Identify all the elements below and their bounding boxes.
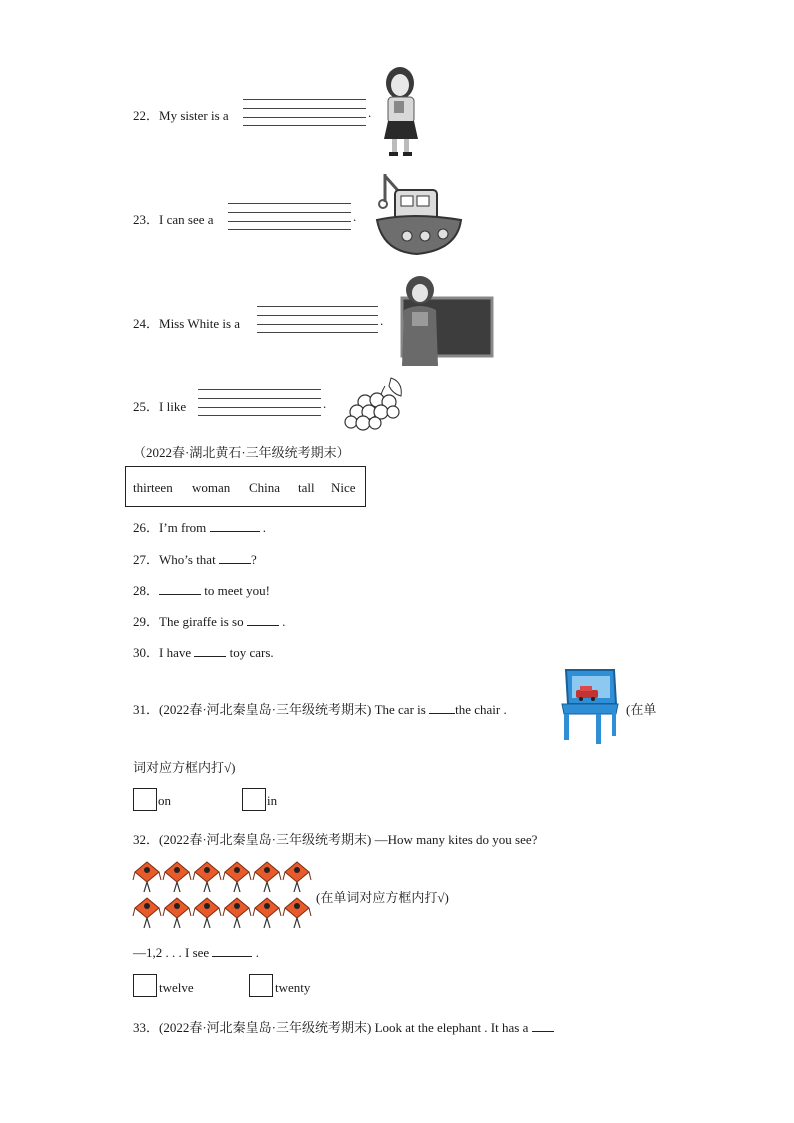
kites-image <box>133 860 313 928</box>
kite-icon <box>283 862 311 892</box>
q25-number: 25． <box>133 399 160 414</box>
q22-writing-line-3[interactable] <box>243 117 366 118</box>
q33-blank[interactable] <box>532 1019 554 1032</box>
q24-writing-line-2[interactable] <box>257 315 378 316</box>
kite-icon <box>163 898 191 928</box>
q24-text: Miss White is a <box>159 316 241 331</box>
kite-icon <box>163 862 191 892</box>
q32-answer-line <box>133 944 259 961</box>
q24-writing-line-3[interactable] <box>257 324 378 325</box>
word-bank <box>125 466 366 507</box>
q24-writing-line-1[interactable] <box>257 306 378 307</box>
q31-instruction-part2: 词对应方框内打√) <box>133 760 236 775</box>
q27-blank[interactable] <box>219 551 251 564</box>
q27-text: 27．Who’s that <box>133 552 216 567</box>
q26-blank[interactable] <box>210 519 260 532</box>
kite-icon <box>133 898 161 928</box>
q25-writing-line-1[interactable] <box>198 389 321 390</box>
word-bank-item: China <box>249 480 281 495</box>
question-25 <box>133 396 186 415</box>
question-31 <box>133 699 507 718</box>
q28-text: 28． <box>133 583 160 598</box>
q27-end: ? <box>250 552 257 567</box>
q23-writing-line-3[interactable] <box>228 221 351 222</box>
question-30 <box>133 642 274 661</box>
q24-number: 24． <box>133 316 160 331</box>
q28-end: to meet you! <box>204 583 270 598</box>
question-32: 32．(2022春·河北秦皇岛·三年级统考期末) —How many kites do you see? <box>133 832 538 847</box>
q32-checkbox-twelve[interactable] <box>133 974 157 997</box>
chair-with-car-image <box>558 668 622 744</box>
q30-text: 30．I have <box>133 645 192 660</box>
q32-answer-text: —1,2 . . . I see <box>133 945 210 960</box>
q32-blank[interactable] <box>212 944 252 957</box>
q22-writing-line-4[interactable] <box>243 125 366 126</box>
q23-text: I can see a <box>159 212 214 227</box>
q25-writing-line-2[interactable] <box>198 398 321 399</box>
q22-text: My sister is a <box>159 108 229 123</box>
q32-option-twelve: twelve <box>159 980 194 995</box>
q24-writing-line-4[interactable] <box>257 332 378 333</box>
source-label: （2022春·湖北黄石·三年级统考期末） <box>133 445 350 460</box>
question-27 <box>133 549 257 568</box>
word-bank-item: woman <box>192 480 231 495</box>
q25-writing-line-3[interactable] <box>198 407 321 408</box>
kite-icon <box>283 898 311 928</box>
q23-writing-line-4[interactable] <box>228 229 351 230</box>
girl-student-image <box>380 65 422 160</box>
kite-icon <box>193 862 221 892</box>
q31-option-on: on <box>158 793 171 808</box>
q22-writing-line-1[interactable] <box>243 99 366 100</box>
q32-option-twenty: twenty <box>275 980 311 995</box>
question-33 <box>133 1017 554 1036</box>
q29-end: . <box>282 614 286 629</box>
q30-end: toy cars. <box>229 645 274 660</box>
q28-blank[interactable] <box>159 582 201 595</box>
toy-boat-image <box>373 172 465 262</box>
q31-text: 31．(2022春·河北秦皇岛·三年级统考期末) The car is <box>133 702 426 717</box>
question-24 <box>133 313 240 332</box>
q31-instruction-part1: (在单 <box>626 702 657 717</box>
q32-answer-end: . <box>255 945 259 960</box>
q31-checkbox-on[interactable] <box>133 788 157 811</box>
q23-period: . <box>353 209 357 224</box>
q33-text: 33．(2022春·河北秦皇岛·三年级统考期末) Look at the elephant . It has a <box>133 1020 529 1035</box>
word-bank-item: Nice <box>331 480 356 495</box>
q22-period: . <box>368 105 372 120</box>
kite-icon <box>253 898 281 928</box>
kite-icon <box>193 898 221 928</box>
q25-writing-line-4[interactable] <box>198 415 321 416</box>
question-23 <box>133 209 214 228</box>
word-bank-item: tall <box>298 480 315 495</box>
q29-text: 29．The giraffe is so <box>133 614 244 629</box>
q23-number: 23． <box>133 212 160 227</box>
q30-blank[interactable] <box>194 644 226 657</box>
teacher-blackboard-image <box>398 276 494 366</box>
q31-checkbox-in[interactable] <box>242 788 266 811</box>
q32-checkbox-twenty[interactable] <box>249 974 273 997</box>
question-28 <box>133 580 270 599</box>
q22-number: 22． <box>133 108 160 123</box>
q26-text: 26．I’m from <box>133 520 207 535</box>
q32-instruction: (在单词对应方框内打√) <box>316 890 449 905</box>
question-29 <box>133 611 285 630</box>
q23-writing-line-2[interactable] <box>228 212 351 213</box>
kite-icon <box>223 898 251 928</box>
q25-period: . <box>323 396 327 411</box>
q31-blank[interactable] <box>429 701 455 714</box>
q31-option-in: in <box>267 793 278 808</box>
question-22 <box>133 105 229 124</box>
word-bank-item: thirteen <box>133 480 173 495</box>
kite-icon <box>253 862 281 892</box>
q31-end: the chair . <box>455 702 507 717</box>
q29-blank[interactable] <box>247 613 279 626</box>
q23-writing-line-1[interactable] <box>228 203 351 204</box>
q26-end: . <box>262 520 267 535</box>
q24-period: . <box>380 313 384 328</box>
question-26 <box>133 517 266 536</box>
q25-text: I like <box>159 399 187 414</box>
kite-icon <box>133 862 161 892</box>
grapes-image <box>341 374 409 434</box>
kite-icon <box>223 862 251 892</box>
q22-writing-line-2[interactable] <box>243 108 366 109</box>
